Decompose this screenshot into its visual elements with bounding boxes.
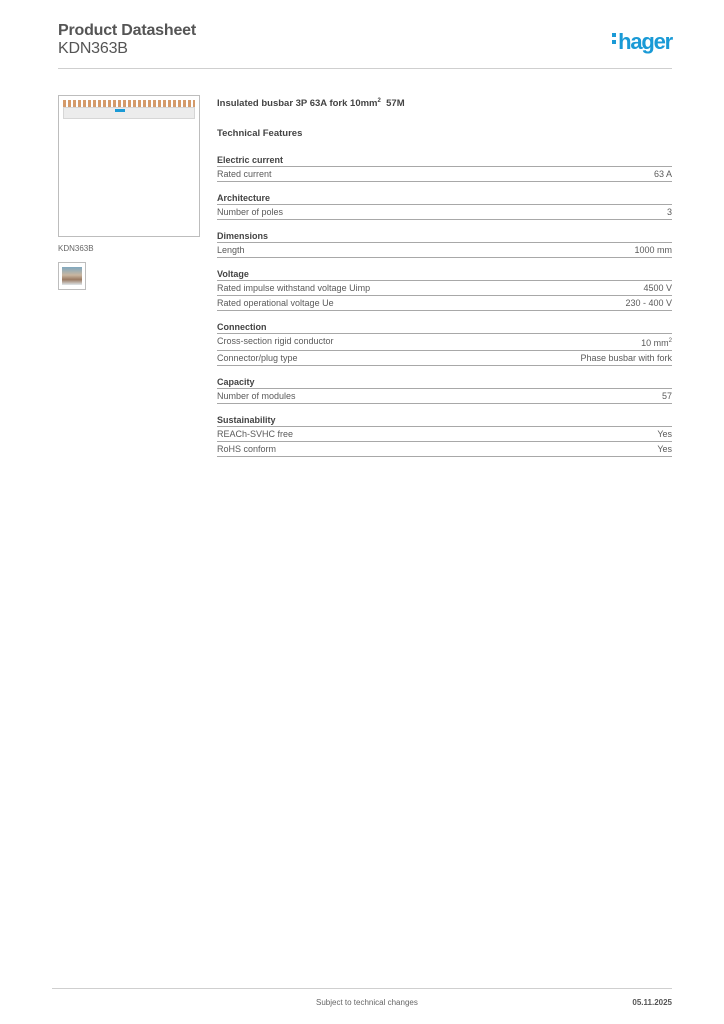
- spec-row: [217, 351, 672, 366]
- header-divider: [58, 68, 672, 69]
- hager-logo: [612, 29, 672, 55]
- section-voltage: [217, 266, 672, 311]
- technical-features-title: Technical Features: [217, 128, 303, 139]
- section-title: Capacity: [217, 374, 672, 389]
- datasheet-content: [217, 94, 672, 465]
- image-caption: KDN363B: [58, 244, 94, 253]
- section-title: Sustainability: [217, 412, 672, 427]
- product-code: KDN363B: [58, 40, 128, 57]
- spec-value: 57: [661, 391, 672, 401]
- product-description-sup: 2: [377, 98, 381, 104]
- logo-text: hager: [618, 29, 672, 54]
- section-dimensions: [217, 228, 672, 258]
- page-title: Product Datasheet: [58, 22, 196, 39]
- thumbnail-photo-icon: [62, 267, 82, 285]
- spec-value-text: 10 mm: [641, 338, 669, 348]
- spec-value: 63 A: [653, 169, 672, 179]
- spec-label: RoHS conform: [217, 444, 277, 454]
- section-title: Electric current: [217, 152, 672, 167]
- spec-label: Rated current: [217, 169, 272, 179]
- spec-value: 230 - 400 V: [625, 298, 672, 308]
- section-title: Voltage: [217, 266, 672, 281]
- spec-row: [217, 427, 672, 442]
- spec-row: [217, 167, 672, 182]
- spec-label: Length: [217, 245, 245, 255]
- spec-value-sup: 2: [668, 338, 672, 344]
- busbar-image-icon: [63, 100, 195, 120]
- spec-label: Connector/plug type: [217, 353, 298, 363]
- section-title: Dimensions: [217, 228, 672, 243]
- spec-label: Cross-section rigid conductor: [217, 336, 334, 346]
- spec-label: Number of modules: [217, 391, 296, 401]
- section-title: Connection: [217, 319, 672, 334]
- spec-value: Yes: [657, 444, 672, 454]
- spec-value: 4500 V: [643, 283, 672, 293]
- spec-label: REACh-SVHC free: [217, 429, 294, 439]
- page-header: [58, 22, 672, 70]
- section-title: Architecture: [217, 190, 672, 205]
- section-connection: [217, 319, 672, 366]
- spec-row: [217, 205, 672, 220]
- spec-value: 3: [666, 207, 672, 217]
- spec-value: Yes: [657, 429, 672, 439]
- product-description-text: Insulated busbar 3P 63A fork 10mm: [217, 98, 378, 110]
- footer-date: 05.11.2025: [632, 998, 672, 1007]
- spec-row: [217, 243, 672, 258]
- logo-dots-icon: [612, 30, 616, 47]
- spec-row: [217, 334, 672, 351]
- product-image: [58, 95, 200, 237]
- footer-divider: [52, 988, 672, 989]
- spec-label: Number of poles: [217, 207, 284, 217]
- spec-row: [217, 389, 672, 404]
- spec-row: [217, 442, 672, 457]
- footer-note: Subject to technical changes: [316, 998, 418, 1007]
- product-description: [217, 94, 672, 124]
- spec-label: Rated operational voltage Ue: [217, 298, 334, 308]
- spec-value: 1000 mm: [634, 245, 672, 255]
- product-description-modules: 57M: [386, 98, 405, 110]
- section-architecture: [217, 190, 672, 220]
- product-thumbnail[interactable]: [58, 262, 86, 290]
- spec-row: [217, 296, 672, 311]
- spec-value: Phase busbar with fork: [580, 353, 672, 363]
- section-sustainability: [217, 412, 672, 457]
- spec-row: [217, 281, 672, 296]
- section-electric-current: [217, 152, 672, 182]
- spec-value: [641, 335, 672, 350]
- spec-label: Rated impulse withstand voltage Uimp: [217, 283, 371, 293]
- section-capacity: [217, 374, 672, 404]
